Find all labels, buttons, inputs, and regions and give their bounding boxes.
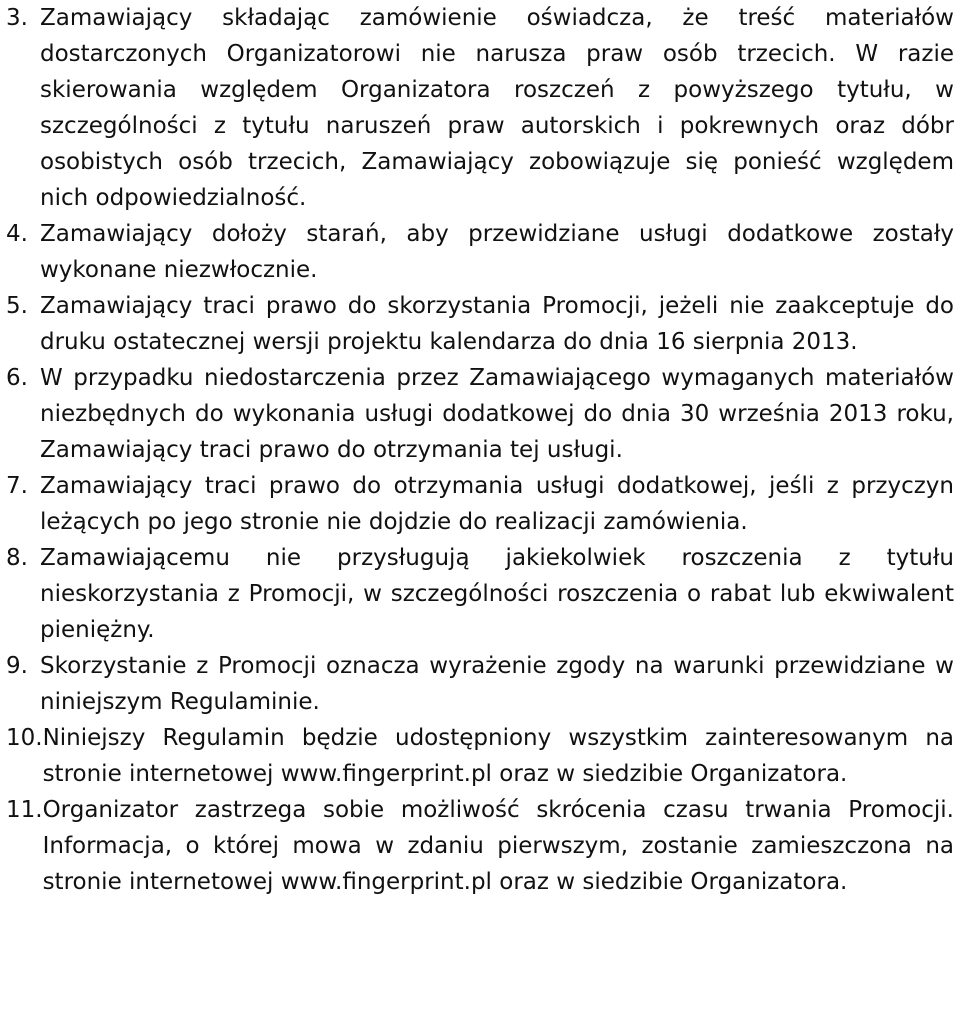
item-text: Zamawiający składając zamówienie oświadcza, że treść materiałów dostarczonych Organizatorowi nie narusza praw osób trzecich. W razie skierowania względem Organizatora roszczeń z powyższego tytułu, w szczególności z tytułu naruszeń praw autorskich i pokrewnych oraz dóbr osobistych osób trzecich, Zamawiający zobowiązuje się ponieść względem nich odpowiedzialność. [40, 5, 954, 211]
item-text: Zamawiający dołoży starań, aby przewidziane usługi dodatkowe zostały wykonane niezwłocznie. [40, 221, 954, 283]
item-number: 9. [6, 653, 28, 679]
item-text: Zamawiający traci prawo do otrzymania usługi dodatkowej, jeśli z przyczyn leżących po jego stronie nie dojdzie do realizacji zamówienia. [40, 473, 954, 535]
item-text: Zamawiający traci prawo do skorzystania Promocji, jeżeli nie zaakceptuje do druku ostatecznej wersji projektu kalendarza do dnia 16 sierpnia 2013. [40, 293, 954, 355]
item-number: 10. [6, 725, 43, 751]
list-item [6, 468, 954, 540]
list-item [6, 648, 954, 720]
list-item [6, 540, 954, 648]
list-item [6, 720, 954, 792]
regulation-list [6, 0, 954, 900]
item-text: W przypadku niedostarczenia przez Zamawiającego wymaganych materiałów niezbędnych do wykonania usługi dodatkowej do dnia 30 września 2013 roku, Zamawiający traci prawo do otrzymania tej usługi. [40, 365, 954, 463]
list-item [6, 0, 954, 216]
list-item [6, 360, 954, 468]
item-number: 7. [6, 473, 28, 499]
list-item [6, 288, 954, 360]
item-text: Organizator zastrzega sobie możliwość skrócenia czasu trwania Promocji. Informacja, o której mowa w zdaniu pierwszym, zostanie zamieszczona na stronie internetowej www.fingerprint.pl oraz w siedzibie Organizatora. [42, 797, 954, 895]
item-number: 5. [6, 293, 28, 319]
item-text: Niniejszy Regulamin będzie udostępniony wszystkim zainteresowanym na stronie internetowej www.fingerprint.pl oraz w siedzibie Organizatora. [42, 725, 954, 787]
item-text: Zamawiającemu nie przysługują jakiekolwiek roszczenia z tytułu nieskorzystania z Promocji, w szczególności roszczenia o rabat lub ekwiwalent pieniężny. [40, 545, 954, 643]
item-number: 3. [6, 5, 28, 31]
item-number: 6. [6, 365, 28, 391]
item-text: Skorzystanie z Promocji oznacza wyrażenie zgody na warunki przewidziane w niniejszym Regulaminie. [40, 653, 954, 715]
list-item [6, 216, 954, 288]
item-number: 8. [6, 545, 28, 571]
item-number: 4. [6, 221, 28, 247]
list-item [6, 792, 954, 900]
item-number: 11. [6, 797, 43, 823]
